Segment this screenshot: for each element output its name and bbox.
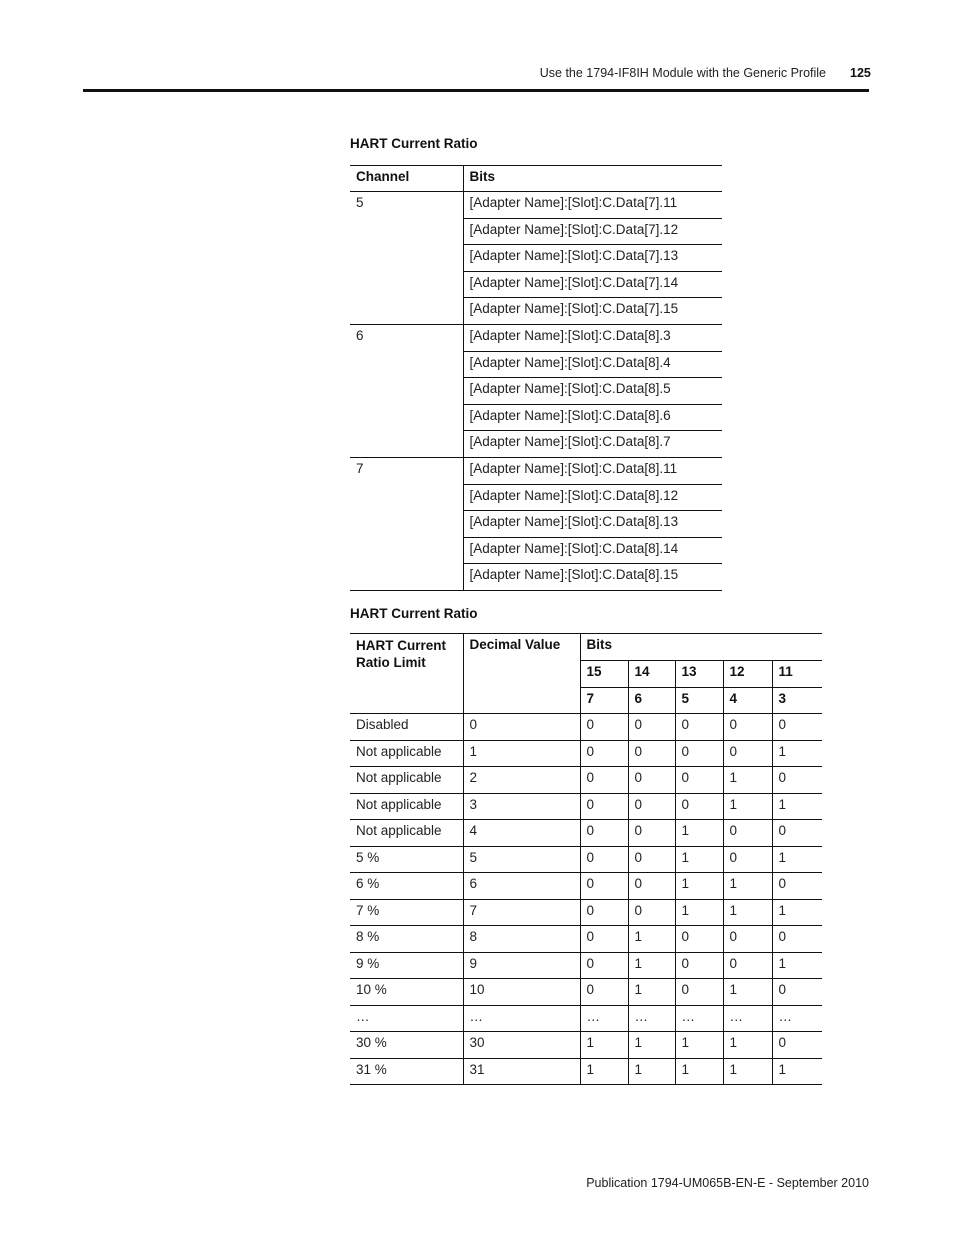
bit-tag-cell: [Adapter Name]:[Slot]:C.Data[7].13 (463, 245, 722, 272)
decimal-cell: 10 (463, 979, 580, 1006)
limit-cell: Not applicable (350, 767, 463, 794)
table2-caption: HART Current Ratio (350, 606, 478, 621)
bit-cell: 0 (675, 740, 723, 767)
table-row (350, 926, 822, 953)
bit-cell: 0 (580, 740, 628, 767)
bit-tag-cell: [Adapter Name]:[Slot]:C.Data[7].15 (463, 298, 722, 325)
limit-cell: 31 % (356, 1061, 387, 1077)
running-header: Use the 1794-IF8IH Module with the Generic Profile (539, 66, 826, 80)
bit-cell: 0 (628, 767, 675, 794)
bit-tag-cell: [Adapter Name]:[Slot]:C.Data[8].3 (463, 324, 722, 351)
channel-bits-table (350, 165, 722, 591)
table1-header-row (350, 166, 722, 192)
bit-cell: 1 (675, 1032, 723, 1059)
bit-cell: 0 (628, 846, 675, 873)
decimal-cell: 3 (463, 793, 580, 820)
bit-cell: 0 (580, 820, 628, 847)
bit-cell: 0 (628, 714, 675, 741)
table1-caption: HART Current Ratio (350, 136, 478, 151)
table-row (350, 457, 722, 484)
decimal-cell: … (463, 1005, 580, 1032)
bit-number-header: 7 (580, 687, 628, 714)
bit-number-header: 3 (772, 687, 822, 714)
bit-cell: 0 (723, 714, 772, 741)
bit-tag-cell: [Adapter Name]:[Slot]:C.Data[8].6 (463, 404, 722, 431)
bit-cell: 1 (772, 1058, 822, 1085)
bit-number-header: 4 (723, 687, 772, 714)
bit-cell: 0 (580, 846, 628, 873)
bit-cell: 0 (723, 740, 772, 767)
limit-column-header: HART Current Ratio Limit (356, 638, 446, 670)
publication-footer: Publication 1794-UM065B-EN-E - September 2010 (586, 1176, 869, 1190)
limit-cell: 10 % (350, 979, 463, 1006)
table-row (350, 820, 822, 847)
decimal-column-header: Decimal Value (463, 634, 580, 714)
bit-cell: 1 (772, 899, 822, 926)
bit-cell: 1 (723, 873, 772, 900)
decimal-cell: 6 (463, 873, 580, 900)
bit-cell: 1 (580, 1058, 628, 1085)
bit-cell: 0 (628, 820, 675, 847)
bit-cell: 0 (723, 820, 772, 847)
bit-cell: 0 (675, 714, 723, 741)
table-row (350, 740, 822, 767)
bit-cell: 1 (723, 1032, 772, 1059)
limit-cell: Disabled (350, 714, 463, 741)
bit-cell: 1 (675, 846, 723, 873)
bit-tag-cell: [Adapter Name]:[Slot]:C.Data[8].11 (463, 457, 722, 484)
decimal-cell: 2 (463, 767, 580, 794)
limit-cell: 9 % (350, 952, 463, 979)
decimal-cell: 30 (463, 1032, 580, 1059)
limit-cell: Not applicable (350, 793, 463, 820)
bit-cell: 1 (723, 793, 772, 820)
bit-tag-cell: [Adapter Name]:[Slot]:C.Data[8].12 (463, 484, 722, 511)
bit-cell: 0 (772, 714, 822, 741)
bits-column-header: Bits (580, 634, 822, 661)
ratio-limit-table (350, 633, 822, 1085)
bit-tag-cell: [Adapter Name]:[Slot]:C.Data[7].12 (463, 218, 722, 245)
decimal-cell: 0 (463, 714, 580, 741)
bit-tag-cell: [Adapter Name]:[Slot]:C.Data[8].7 (463, 431, 722, 458)
decimal-cell: 8 (463, 926, 580, 953)
bit-cell: 1 (675, 1058, 723, 1085)
table-row (350, 1005, 822, 1032)
bit-cell: 0 (723, 926, 772, 953)
table2-header-row (350, 634, 822, 661)
channel-cell: 5 (350, 192, 463, 325)
bit-cell: 0 (772, 820, 822, 847)
bit-cell: … (723, 1005, 772, 1032)
limit-cell: 7 % (350, 899, 463, 926)
table-row (350, 324, 722, 351)
bit-tag-cell: [Adapter Name]:[Slot]:C.Data[8].14 (463, 537, 722, 564)
bit-cell: 0 (580, 926, 628, 953)
bit-cell: 1 (772, 952, 822, 979)
bit-cell: 1 (628, 1032, 675, 1059)
bit-tag-cell: [Adapter Name]:[Slot]:C.Data[8].4 (463, 351, 722, 378)
table-row (350, 793, 822, 820)
bit-cell: … (675, 1005, 723, 1032)
bit-tag-cell: [Adapter Name]:[Slot]:C.Data[7].11 (463, 192, 722, 219)
header-rule (83, 89, 869, 92)
bit-cell: 1 (675, 899, 723, 926)
bit-cell: 0 (675, 793, 723, 820)
bit-cell: 0 (772, 767, 822, 794)
bit-cell: 1 (772, 793, 822, 820)
bit-cell: 0 (675, 952, 723, 979)
bit-cell: 0 (628, 793, 675, 820)
bit-cell: 1 (723, 767, 772, 794)
bit-cell: 1 (675, 873, 723, 900)
bit-cell: 0 (580, 714, 628, 741)
table-row (350, 192, 722, 219)
bit-number-header: 6 (628, 687, 675, 714)
decimal-cell: 1 (463, 740, 580, 767)
bit-cell: 0 (580, 952, 628, 979)
bits-column-header: Bits (463, 166, 722, 192)
bit-cell: … (628, 1005, 675, 1032)
decimal-cell: 9 (463, 952, 580, 979)
bit-number-header: 13 (675, 661, 723, 688)
decimal-cell: 5 (463, 846, 580, 873)
decimal-cell: 7 (463, 899, 580, 926)
bit-cell: 0 (772, 873, 822, 900)
bit-number-header: 12 (723, 661, 772, 688)
bit-cell: 0 (628, 873, 675, 900)
bit-number-header: 11 (772, 661, 822, 688)
bit-cell: 0 (628, 899, 675, 926)
bit-cell: 0 (675, 926, 723, 953)
table-row (350, 846, 822, 873)
table-row (350, 1058, 822, 1085)
bit-cell: 1 (723, 979, 772, 1006)
bit-cell: 0 (580, 873, 628, 900)
bit-cell: 0 (723, 952, 772, 979)
limit-cell: … (350, 1005, 463, 1032)
bit-cell: 0 (723, 846, 772, 873)
bit-cell: 1 (628, 1058, 675, 1085)
bit-number-header: 15 (580, 661, 628, 688)
bit-cell: 1 (772, 846, 822, 873)
channel-cell: 6 (350, 324, 463, 457)
bit-cell: 0 (580, 979, 628, 1006)
bit-cell: 0 (628, 740, 675, 767)
bit-cell: 1 (580, 1032, 628, 1059)
bit-cell: 1 (723, 1058, 772, 1085)
bit-number-header: 14 (628, 661, 675, 688)
limit-cell: 8 % (350, 926, 463, 953)
bit-tag-cell: [Adapter Name]:[Slot]:C.Data[8].15 (463, 564, 722, 591)
bit-cell: 1 (723, 899, 772, 926)
decimal-cell: 4 (463, 820, 580, 847)
bit-tag-cell: [Adapter Name]:[Slot]:C.Data[8].13 (463, 511, 722, 538)
limit-cell: 6 % (350, 873, 463, 900)
bit-cell: 0 (675, 767, 723, 794)
table-row (350, 899, 822, 926)
bit-cell: 1 (628, 952, 675, 979)
bit-cell: … (772, 1005, 822, 1032)
bit-number-header: 5 (675, 687, 723, 714)
bit-cell: 0 (580, 899, 628, 926)
bit-cell: 1 (628, 979, 675, 1006)
bit-cell: 1 (628, 926, 675, 953)
bit-cell: 1 (772, 740, 822, 767)
table-row (350, 952, 822, 979)
table-row (350, 767, 822, 794)
bit-cell: 0 (772, 979, 822, 1006)
limit-cell: 30 % (350, 1032, 463, 1059)
limit-cell: Not applicable (350, 820, 463, 847)
limit-cell: 5 % (350, 846, 463, 873)
bit-tag-cell: [Adapter Name]:[Slot]:C.Data[7].14 (463, 271, 722, 298)
channel-cell: 7 (350, 457, 463, 590)
table-row (350, 979, 822, 1006)
decimal-cell: 31 (463, 1058, 580, 1085)
bit-cell: 0 (772, 926, 822, 953)
bit-cell: 0 (580, 767, 628, 794)
page-number: 125 (850, 66, 871, 80)
table-row (350, 873, 822, 900)
limit-cell: Not applicable (350, 740, 463, 767)
table-row (350, 1032, 822, 1059)
bit-cell: … (580, 1005, 628, 1032)
bit-cell: 0 (580, 793, 628, 820)
bit-tag-cell: [Adapter Name]:[Slot]:C.Data[8].5 (463, 378, 722, 405)
channel-column-header: Channel (356, 169, 410, 184)
bit-cell: 1 (675, 820, 723, 847)
bit-cell: 0 (772, 1032, 822, 1059)
bit-cell: 0 (675, 979, 723, 1006)
table-row (350, 714, 822, 741)
